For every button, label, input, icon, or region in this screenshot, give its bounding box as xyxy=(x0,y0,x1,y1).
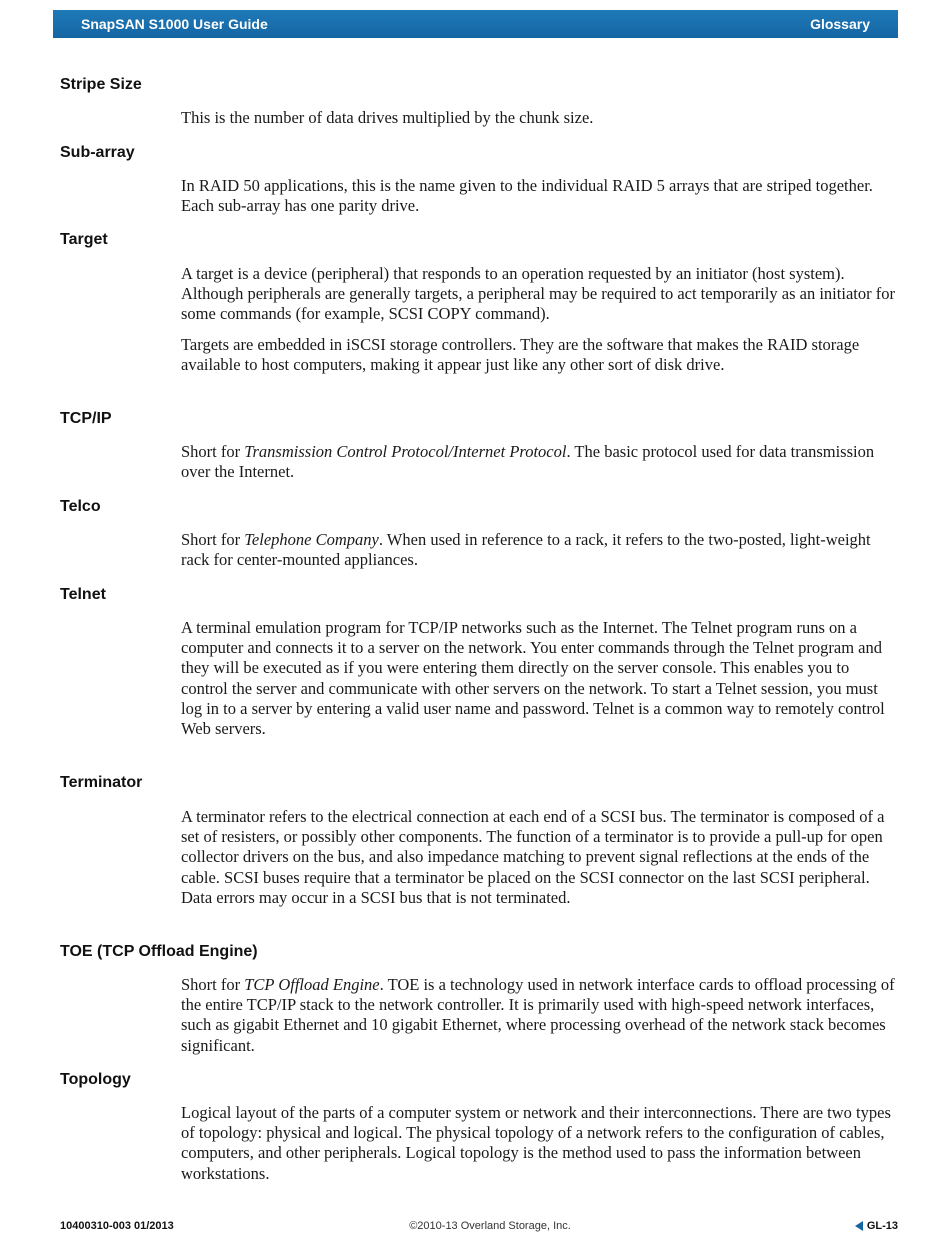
glossary-term: Sub-array xyxy=(60,144,135,161)
definition-paragraph: A terminal emulation program for TCP/IP networks such as the Internet. The Telnet program runs on a computer and connects it to a server on the network. You enter commands through the Telnet program and they will be executed as if you were entering them directly on the server console. This enables you to control the server and communicate with other servers on the network. To start a Telnet session, you must log in to a server by entering a valid user name and password. Telnet is a common way to remotely control Web servers. xyxy=(181,618,885,739)
glossary-term: Target xyxy=(60,231,108,248)
definition-paragraph: Targets are embedded in iSCSI storage controllers. They are the software that makes the RAID storage available to host computers, making it appear just like any other sort of disk drive. xyxy=(181,334,860,374)
glossary-definition xyxy=(181,264,897,375)
definition-paragraph: Short for Telephone Company. When used in reference to a rack, it refers to the two-posted, light-weight rack for center-mounted appliances. xyxy=(181,530,871,570)
glossary-term: Stripe Size xyxy=(60,76,142,93)
definition-paragraph: A terminator refers to the electrical connection at each end of a SCSI bus. The terminator is composed of a set of resisters, or possibly other components. The function of a terminator is to provide a pull-up for open collector drivers on the bus, and also impedance matching to prevent signal reflections at the ends of the cable. SCSI buses require that a terminator be placed on the SCSI connector on the last SCSI peripheral. Data errors may occur in a SCSI bus that is not terminated. xyxy=(181,807,885,907)
definition-paragraph: Short for TCP Offload Engine. TOE is a technology used in network interface cards to offload processing of the entire TCP/IP stack to the network controller. It is primarily used with high-speed network interfaces, such as gigabit Ethernet and 10 gigabit Ethernet, where processing overhead of the network stack becomes significant. xyxy=(181,975,895,1055)
glossary-term: Telco xyxy=(60,498,101,515)
glossary-term: TCP/IP xyxy=(60,410,112,427)
glossary-term: Terminator xyxy=(60,774,143,791)
glossary-definition xyxy=(181,618,897,739)
glossary-definition xyxy=(181,442,897,482)
guide-title: SnapSAN S1000 User Guide xyxy=(81,16,268,32)
definition-paragraph: A target is a device (peripheral) that responds to an operation requested by an initiator (host system). Although peripherals are generally targets, a peripheral may be required to act temporarily as an initiator for some commands (for example, SCSI COPY command). xyxy=(181,264,895,324)
glossary-definition xyxy=(181,975,897,1056)
definition-paragraph: Short for Transmission Control Protocol/Internet Protocol. The basic protocol used for data transmission over the Internet. xyxy=(181,442,875,482)
page-footer xyxy=(0,1220,950,1236)
page-label: GL-13 xyxy=(866,1220,898,1232)
definition-paragraph: This is the number of data drives multiplied by the chunk size. xyxy=(181,108,594,127)
page-header xyxy=(53,10,898,38)
definition-paragraph: Logical layout of the parts of a computer system or network and their interconnections. There are two types of topology: physical and logical. The physical topology of a network refers to the configuration of cables, computers, and other peripherals. Logical topology is the method used to pass the information between workstations. xyxy=(181,1103,891,1183)
copyright: ©2010-13 Overland Storage, Inc. xyxy=(409,1220,571,1232)
page-number xyxy=(855,1220,898,1232)
glossary-definition xyxy=(181,108,897,128)
glossary-definition xyxy=(181,807,897,908)
glossary-definition xyxy=(181,1103,897,1184)
document-number: 10400310-003 01/2013 xyxy=(60,1220,174,1232)
glossary-term: Topology xyxy=(60,1071,131,1088)
glossary-definition xyxy=(181,530,897,570)
definition-paragraph: In RAID 50 applications, this is the name given to the individual RAID 5 arrays that are striped together. Each sub-array has one parity drive. xyxy=(181,176,873,216)
previous-page-icon[interactable] xyxy=(855,1221,863,1231)
glossary-term: TOE (TCP Offload Engine) xyxy=(60,943,258,960)
section-title: Glossary xyxy=(810,16,870,32)
glossary-definition xyxy=(181,176,897,216)
glossary-term: Telnet xyxy=(60,586,106,603)
